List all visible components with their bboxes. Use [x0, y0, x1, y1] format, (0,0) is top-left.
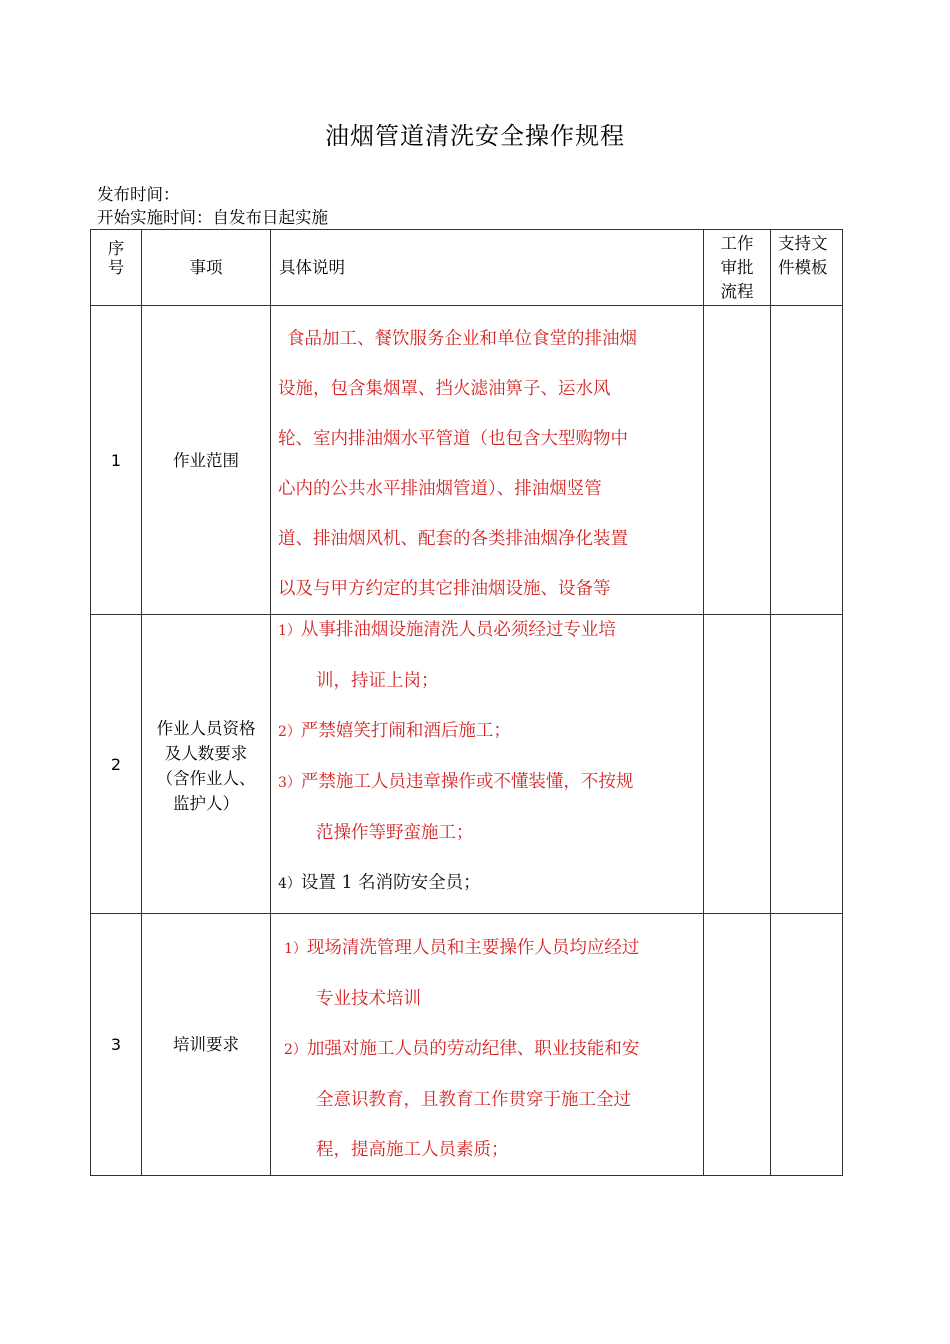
publish-time-label: 发布时间：: [97, 185, 180, 204]
row-flow-cell: [704, 306, 771, 615]
row-flow-cell: [704, 615, 771, 914]
row-template-cell: [771, 914, 843, 1176]
header-desc: 具体说明: [271, 230, 704, 306]
header-flow: [704, 230, 771, 306]
row-item: [142, 615, 271, 914]
list-item: 2）严禁嬉笑打闹和酒后施工；: [278, 721, 511, 741]
header-item: 事项: [142, 230, 271, 306]
row-item: 作业范围: [142, 306, 271, 615]
list-item: 1）现场清洗管理人员和主要操作人员均应经过: [284, 938, 640, 958]
row-item: 培训要求: [142, 914, 271, 1176]
row-description: [271, 306, 704, 615]
list-item-continuation: 范操作等野蛮施工；: [316, 823, 474, 843]
row-seq: 1: [91, 306, 142, 615]
list-item-continuation: 全意识教育，且教育工作贯穿于施工全过: [316, 1090, 631, 1110]
header-seq: [91, 230, 142, 306]
start-time-label: 开始实施时间：自发布日起实施: [97, 208, 328, 227]
row-description: [271, 615, 704, 914]
list-item-continuation: 程，提高施工人员素质；: [316, 1140, 509, 1160]
row-flow-cell: [704, 914, 771, 1176]
row-seq: 2: [91, 615, 142, 914]
item-line: 监护人）: [173, 794, 239, 813]
procedure-table: [90, 229, 843, 1176]
header-template-label: 支持文件模板: [778, 234, 828, 277]
table-row: [91, 306, 843, 615]
table-row: [91, 615, 843, 914]
table-row: [91, 914, 843, 1176]
header-seq-label: 序号: [107, 238, 125, 277]
row-description: [271, 914, 704, 1176]
item-line: （含作业人、: [156, 769, 256, 788]
list-item-continuation: 专业技术培训: [316, 989, 421, 1009]
list-item: 2）加强对施工人员的劳动纪律、职业技能和安: [284, 1039, 640, 1059]
desc-line: 心内的公共水平排油烟管道）、排油烟竖管: [278, 479, 602, 499]
desc-line: 设施，包含集烟罩、挡火滤油箅子、运水风: [278, 379, 611, 399]
desc-line: 道、排油烟风机、配套的各类排油烟净化装置: [278, 529, 628, 549]
header-template: [771, 230, 843, 306]
list-item: 3）严禁施工人员违章操作或不懂装懂，不按规: [278, 772, 634, 792]
desc-line: 食品加工、餐饮服务企业和单位食堂的排油烟: [287, 329, 637, 349]
item-line: 及人数要求: [164, 744, 248, 763]
row-template-cell: [771, 306, 843, 615]
item-line: 作业人员资格: [156, 719, 256, 738]
table-header-row: [91, 230, 843, 306]
document-title: 油烟管道清洗安全操作规程: [325, 122, 625, 150]
list-item: 1）从事排油烟设施清洗人员必须经过专业培: [278, 620, 616, 640]
list-item-continuation: 训，持证上岗；: [316, 671, 439, 691]
row-seq: 3: [91, 914, 142, 1176]
list-item: 4）设置 1 名消防安全员；: [278, 873, 481, 893]
header-flow-label: 工作审批流程: [720, 233, 754, 301]
desc-line: 轮、室内排油烟水平管道（也包含大型购物中: [278, 429, 628, 449]
desc-line: 以及与甲方约定的其它排油烟设施、设备等: [278, 579, 611, 599]
row-template-cell: [771, 615, 843, 914]
